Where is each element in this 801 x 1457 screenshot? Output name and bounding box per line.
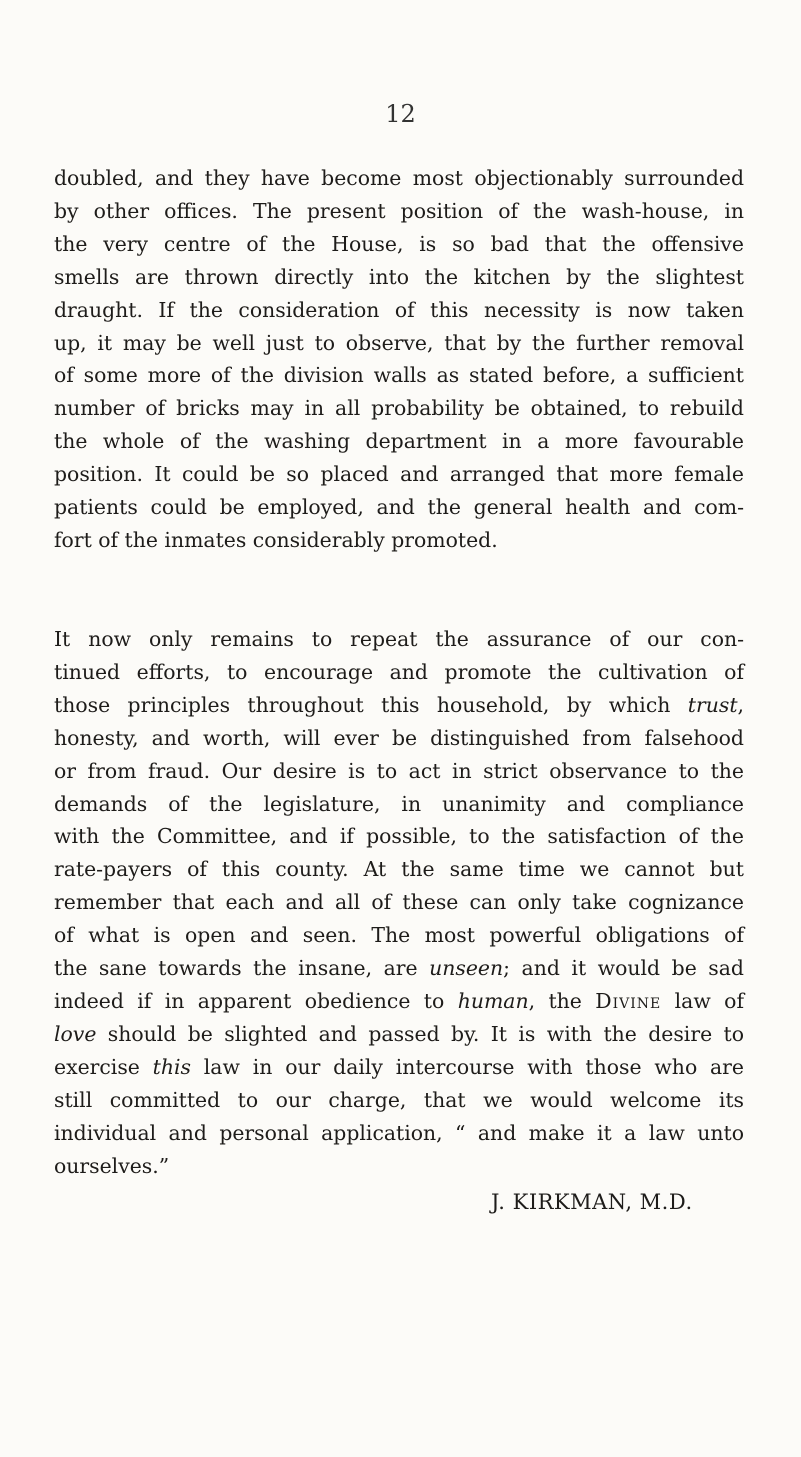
text-line: up, it may be well just to observe, that by the further removal <box>54 330 744 355</box>
text-line: or from fraud. Our desire is to act in strict observance to the <box>54 758 744 783</box>
text-line: the very centre of the House, is so bad that the offensive <box>54 231 744 256</box>
text-line <box>54 689 744 722</box>
text-line <box>54 1051 744 1084</box>
text-run: law of <box>661 988 744 1013</box>
text-line: tinued efforts, to encourage and promote the cultivation of <box>54 659 744 684</box>
text-line <box>54 952 744 985</box>
text-line: remember that each and all of these can only take cognizance <box>54 890 744 915</box>
text-line: patients could be employed, and the general health and com- <box>54 495 744 520</box>
text-line <box>54 1018 744 1051</box>
emphasis-trust: trust <box>687 692 738 717</box>
text-run: law in our daily intercourse with those who are <box>190 1054 744 1079</box>
text-line: by other offices. The present position of the wash-house, in <box>54 198 744 223</box>
text-line: of what is open and seen. The most powerful obligations of <box>54 923 744 948</box>
text-line: the whole of the washing department in a more favourable <box>54 429 744 454</box>
text-run: the sane towards the insane, are <box>54 956 430 981</box>
text-line: draught. If the consideration of this necessity is now taken <box>54 297 744 322</box>
text-line: position. It could be so placed and arranged that more female <box>54 462 744 487</box>
text-run: those principles throughout this household, by which <box>54 692 688 717</box>
smallcaps-divine: Divine <box>595 988 662 1013</box>
emphasis-love: love <box>54 1021 97 1046</box>
text-line: individual and personal application, “ and make it a law unto <box>54 1120 744 1145</box>
text-line: demands of the legislature, in unanimity and compliance <box>54 791 744 816</box>
text-run: should be slighted and passed by. It is with the desire to <box>96 1021 744 1046</box>
text-run: , <box>737 692 744 717</box>
text-line: fort of the inmates considerably promoted. <box>54 527 498 552</box>
emphasis-unseen: unseen <box>429 956 504 981</box>
signature: J. KIRKMAN, M.D. <box>491 1190 693 1214</box>
text-line: It now only remains to repeat the assurance of our con- <box>54 627 744 651</box>
text-run: indeed if in apparent obedience to <box>54 988 458 1013</box>
emphasis-this: this <box>152 1054 191 1079</box>
text-line: rate-payers of this county. At the same time we cannot but <box>54 857 744 882</box>
text-line: honesty, and worth, will ever be distinguished from falsehood <box>54 725 744 750</box>
text-line: doubled, and they have become most objectionably surrounded <box>54 166 744 190</box>
text-line: ourselves.” <box>54 1153 170 1178</box>
paragraph-2 <box>54 623 744 1182</box>
paragraph-1 <box>54 162 744 557</box>
text-line: smells are thrown directly into the kitchen by the slightest <box>54 264 744 289</box>
text-line: with the Committee, and if possible, to the satisfaction of the <box>54 824 744 849</box>
text-line: number of bricks may in all probability be obtained, to rebuild <box>54 396 744 421</box>
text-line: still committed to our charge, that we would welcome its <box>54 1087 744 1112</box>
text-line: of some more of the division walls as stated before, a sufficient <box>54 363 744 388</box>
emphasis-human: human <box>457 988 529 1013</box>
page-number: 12 <box>385 100 416 128</box>
text-run: , the <box>528 988 596 1013</box>
text-run: ; and it would be sad <box>503 956 744 981</box>
text-line <box>54 985 744 1018</box>
text-run: exercise <box>54 1054 153 1079</box>
